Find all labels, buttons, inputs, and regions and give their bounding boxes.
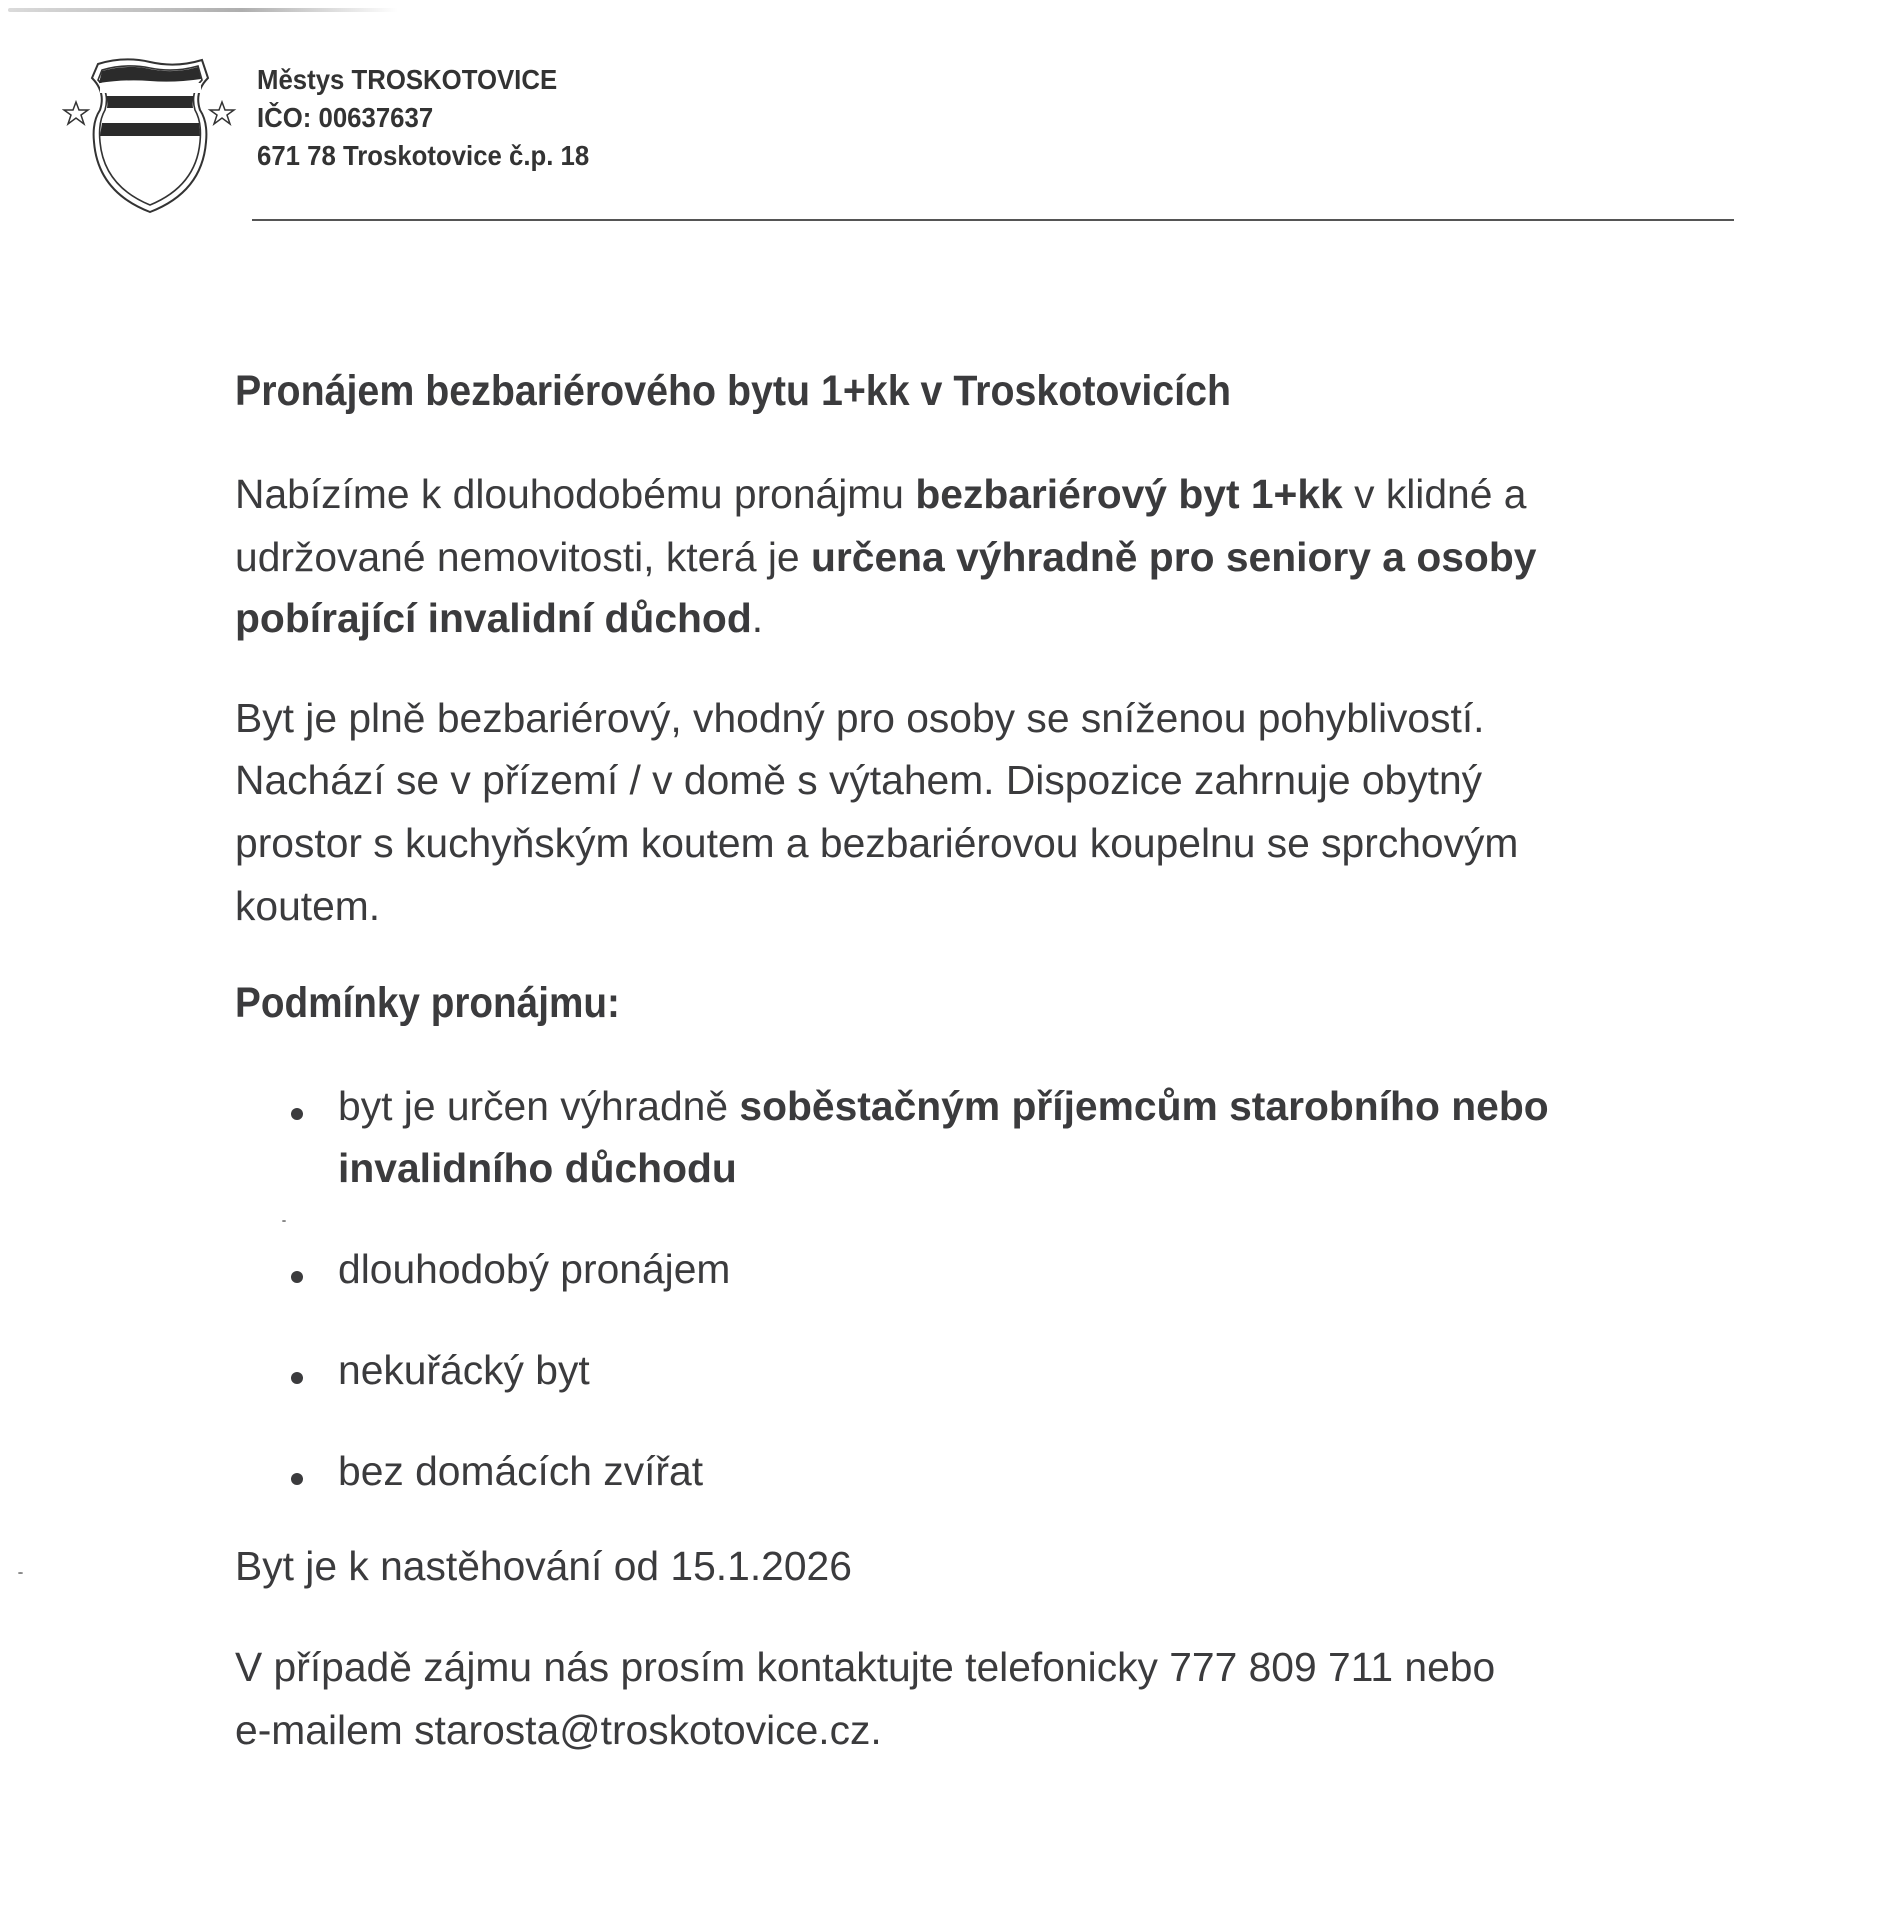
letterhead-divider	[252, 219, 1734, 221]
text-segment: Nabízíme k dlouhodobému pronájmu	[235, 471, 916, 517]
ico-number: IČO: 00637637	[257, 102, 434, 133]
intro-line	[235, 471, 1527, 517]
condition-item	[338, 1246, 731, 1292]
email-prefix: e-mailem	[235, 1707, 415, 1753]
email-suffix: .	[870, 1707, 882, 1753]
condition-item	[338, 1145, 737, 1191]
scan-speck	[282, 1220, 286, 1222]
text-segment: .	[751, 595, 764, 641]
scan-artifact-streak	[8, 8, 398, 12]
text-segment: byt je určen výhradně	[338, 1083, 740, 1129]
bold-text-segment: soběstačným příjemcům starobního nebo	[739, 1083, 1549, 1129]
condition-item	[338, 1083, 1549, 1129]
bullet-icon	[291, 1271, 303, 1283]
text-segment: v klidné a	[1342, 471, 1527, 517]
scan-speck	[18, 1572, 23, 1574]
left-star-icon	[64, 102, 88, 124]
bullet-icon	[291, 1473, 303, 1485]
text-segment: bez domácích zvířat	[338, 1448, 704, 1494]
bullet-icon	[291, 1372, 303, 1384]
text-segment: dlouhodobý pronájem	[338, 1246, 731, 1292]
condition-item	[338, 1347, 590, 1393]
text-segment: nekuřácký byt	[338, 1347, 590, 1393]
conditions-heading: Podmínky pronájmu:	[235, 979, 620, 1027]
bold-text-segment: bezbariérový byt 1+kk	[915, 471, 1343, 517]
bold-text-segment: určena výhradně pro seniory a osoby	[810, 534, 1537, 580]
description-line: Nachází se v přízemí / v domě s výtahem. Dispozice zahrnuje obytný	[235, 757, 1483, 803]
text-segment: udržované nemovitosti, která je	[235, 534, 811, 580]
description-line: koutem.	[235, 883, 381, 929]
bold-text-segment: invalidního důchodu	[338, 1145, 737, 1191]
intro-line	[235, 595, 764, 641]
organization-address: 671 78 Troskotovice č.p. 18	[257, 140, 590, 171]
right-star-icon	[210, 102, 234, 124]
description-line: prostor s kuchyňským koutem a bezbariérovou koupelnu se sprchovým	[235, 820, 1519, 866]
bullet-icon	[291, 1108, 303, 1120]
document-title: Pronájem bezbariérového bytu 1+kk v Troskotovicích	[235, 367, 1232, 415]
condition-item	[338, 1448, 704, 1494]
intro-line	[235, 534, 1537, 580]
municipal-coat-of-arms-shield-icon	[62, 52, 238, 218]
contact-line: V případě zájmu nás prosím kontaktujte telefonicky 777 809 711 nebo	[235, 1644, 1496, 1690]
contact-email-line	[235, 1707, 882, 1753]
email-address: starosta@troskotovice.cz	[414, 1707, 871, 1753]
organization-name: Městys TROSKOTOVICE	[257, 64, 558, 95]
bold-text-segment: pobírající invalidní důchod	[235, 595, 752, 641]
description-line: Byt je plně bezbariérový, vhodný pro osoby se sníženou pohyblivostí.	[235, 695, 1485, 741]
move-in-date: Byt je k nastěhování od 15.1.2026	[235, 1543, 852, 1589]
